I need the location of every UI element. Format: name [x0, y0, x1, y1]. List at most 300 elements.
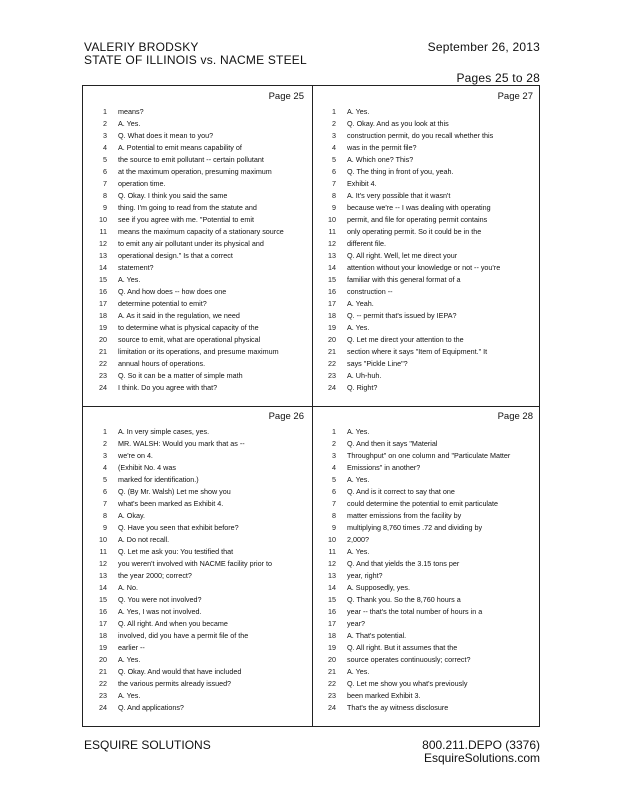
line-number: 12	[99, 559, 107, 568]
line-number: 18	[99, 631, 107, 640]
line-number: 23	[328, 691, 336, 700]
line-text: Q. What does it mean to you?	[118, 131, 214, 140]
transcript-line	[83, 106, 312, 118]
line-number: 12	[328, 239, 336, 248]
transcript-line	[83, 618, 312, 630]
line-number: 16	[328, 607, 336, 616]
line-number: 2	[103, 439, 107, 448]
transcript-line	[83, 190, 312, 202]
transcript-line	[83, 666, 312, 678]
line-number: 17	[328, 619, 336, 628]
transcript-line	[312, 426, 541, 438]
transcript-line	[83, 262, 312, 274]
transcript-line	[312, 310, 541, 322]
line-text: determine potential to emit?	[118, 299, 207, 308]
line-text: at the maximum operation, presuming maximum	[118, 167, 272, 176]
line-number: 1	[332, 107, 336, 116]
line-number: 12	[99, 239, 107, 248]
line-number: 4	[332, 143, 336, 152]
transcript-line	[312, 450, 541, 462]
line-text: Q. The thing in front of you, yeah.	[347, 167, 454, 176]
line-number: 13	[328, 251, 336, 260]
line-text: A. As it said in the regulation, we need	[118, 311, 240, 320]
transcript-line	[83, 558, 312, 570]
line-text: Q. And then it says "Material	[347, 439, 438, 448]
line-number: 3	[332, 131, 336, 140]
transcript-line	[312, 618, 541, 630]
line-number: 18	[328, 311, 336, 320]
line-text: (Exhibit No. 4 was	[118, 463, 176, 472]
transcript-line	[83, 310, 312, 322]
line-number: 24	[99, 383, 107, 392]
transcript-line	[312, 286, 541, 298]
transcript-line	[312, 370, 541, 382]
line-number: 14	[99, 583, 107, 592]
transcript-frame	[82, 85, 540, 727]
line-number: 19	[99, 643, 107, 652]
line-number: 10	[99, 535, 107, 544]
transcript-line	[312, 606, 541, 618]
transcript-line	[312, 510, 541, 522]
line-text: means the maximum capacity of a stationary source	[118, 227, 284, 236]
line-text: familiar with this general format of a	[347, 275, 461, 284]
line-number: 5	[332, 475, 336, 484]
line-number: 22	[328, 359, 336, 368]
line-number: 6	[332, 167, 336, 176]
line-text: says "Pickle Line"?	[347, 359, 408, 368]
line-text: only operating permit. So it could be in the	[347, 227, 482, 236]
transcript-line	[312, 202, 541, 214]
transcript-line	[83, 426, 312, 438]
transcript-line	[83, 238, 312, 250]
line-text: Q. Have you seen that exhibit before?	[118, 523, 239, 532]
transcript-line	[83, 474, 312, 486]
line-number: 6	[103, 167, 107, 176]
line-text: been marked Exhibit 3.	[347, 691, 421, 700]
line-text: source operates continuously; correct?	[347, 655, 471, 664]
line-text: source to emit, what are operational physical	[118, 335, 261, 344]
transcript-line	[312, 642, 541, 654]
line-text: marked for identification.)	[118, 475, 199, 484]
line-text: what's been marked as Exhibit 4.	[118, 499, 224, 508]
line-text: the source to emit pollutant -- certain pollutant	[118, 155, 264, 164]
transcript-line	[83, 226, 312, 238]
transcript-line	[312, 106, 541, 118]
line-number: 23	[99, 371, 107, 380]
transcript-page-25	[83, 86, 312, 406]
transcript-line	[83, 582, 312, 594]
line-text: statement?	[118, 263, 154, 272]
transcript-line	[83, 286, 312, 298]
line-text: construction --	[347, 287, 393, 296]
transcript-line	[83, 154, 312, 166]
line-text: was in the permit file?	[347, 143, 417, 152]
transcript-line	[83, 678, 312, 690]
transcript-line	[83, 370, 312, 382]
line-number: 24	[328, 703, 336, 712]
line-number: 18	[99, 311, 107, 320]
line-number: 6	[332, 487, 336, 496]
line-text: you weren't involved with NACME facility prior to	[118, 559, 272, 568]
transcript-line	[312, 322, 541, 334]
line-number: 19	[99, 323, 107, 332]
line-text: Q. Let me show you what's previously	[347, 679, 468, 688]
transcript-line	[312, 130, 541, 142]
line-number: 13	[328, 571, 336, 580]
line-text: involved, did you have a permit file of the	[118, 631, 249, 640]
line-number: 3	[103, 451, 107, 460]
transcript-page-28	[312, 406, 541, 726]
transcript-line	[83, 334, 312, 346]
line-text: A. Which one? This?	[347, 155, 414, 164]
line-text: because we're -- I was dealing with operating	[347, 203, 491, 212]
line-number: 21	[328, 667, 336, 676]
transcript-line	[312, 558, 541, 570]
line-text: Q. So it can be a matter of simple math	[118, 371, 243, 380]
line-text: Q. And that yields the 3.15 tons per	[347, 559, 460, 568]
line-number: 5	[103, 155, 107, 164]
line-text: year?	[347, 619, 365, 628]
transcript-line	[83, 274, 312, 286]
line-text: Q. Okay. I think you said the same	[118, 191, 228, 200]
line-number: 22	[99, 679, 107, 688]
line-number: 12	[328, 559, 336, 568]
transcript-line	[83, 702, 312, 714]
transcript-line	[312, 570, 541, 582]
line-number: 9	[332, 523, 336, 532]
transcript-line	[83, 654, 312, 666]
line-number: 21	[99, 667, 107, 676]
transcript-line	[83, 298, 312, 310]
line-number: 1	[103, 107, 107, 116]
transcript-line	[312, 462, 541, 474]
line-number: 7	[332, 179, 336, 188]
line-number: 10	[99, 215, 107, 224]
line-number: 9	[103, 203, 107, 212]
line-text: annual hours of operations.	[118, 359, 206, 368]
line-text: Q. (By Mr. Walsh) Let me show you	[118, 487, 231, 496]
line-text: to determine what is physical capacity of the	[118, 323, 259, 332]
line-number: 15	[328, 595, 336, 604]
line-number: 7	[103, 179, 107, 188]
line-number: 11	[328, 227, 336, 236]
line-number: 2	[332, 119, 336, 128]
transcript-line	[312, 334, 541, 346]
line-text: multiplying 8,760 times .72 and dividing by	[347, 523, 483, 532]
line-text: A. Yes.	[118, 655, 141, 664]
line-number: 9	[332, 203, 336, 212]
line-text: Q. Let me ask you: You testified that	[118, 547, 234, 556]
transcript-line	[312, 546, 541, 558]
line-text: A. Yes, I was not involved.	[118, 607, 202, 616]
transcript-line	[83, 438, 312, 450]
transcript-line	[312, 346, 541, 358]
line-text: could determine the potential to emit particulate	[347, 499, 499, 508]
line-number: 14	[99, 263, 107, 272]
line-number: 24	[99, 703, 107, 712]
witness-name: VALERIY BRODSKY	[84, 40, 199, 54]
line-number: 21	[99, 347, 107, 356]
line-text: MR. WALSH: Would you mark that as --	[118, 439, 245, 448]
page-title: Page 27	[497, 91, 533, 102]
page-title: Page 26	[268, 411, 304, 422]
line-text: the various permits already issued?	[118, 679, 232, 688]
transcript-line	[83, 358, 312, 370]
line-text: permit, and file for operating permit contains	[347, 215, 488, 224]
transcript-line	[312, 690, 541, 702]
line-number: 5	[332, 155, 336, 164]
line-number: 17	[328, 299, 336, 308]
line-text: see if you agree with me. "Potential to emit	[118, 215, 254, 224]
line-text: Q. All right. Well, let me direct your	[347, 251, 458, 260]
line-number: 23	[99, 691, 107, 700]
line-number: 20	[328, 335, 336, 344]
line-text: limitation or its operations, and presume maximum	[118, 347, 279, 356]
line-text: operation time.	[118, 179, 166, 188]
line-text: Q. -- permit that's issued by IEPA?	[347, 311, 457, 320]
line-number: 19	[328, 643, 336, 652]
line-number: 21	[328, 347, 336, 356]
line-text: A. Uh-huh.	[347, 371, 382, 380]
line-number: 1	[103, 427, 107, 436]
transcript-line	[312, 666, 541, 678]
transcript-line	[83, 594, 312, 606]
line-text: Q. Okay. And would that have included	[118, 667, 242, 676]
line-number: 11	[328, 547, 336, 556]
transcript-page-26	[83, 406, 312, 726]
line-text: Throughput" on one column and "Particulate Matter	[347, 451, 511, 460]
line-number: 17	[99, 299, 107, 308]
transcript-line	[83, 546, 312, 558]
line-text: A. It's very possible that it wasn't	[347, 191, 451, 200]
transcript-line	[83, 142, 312, 154]
transcript-line	[312, 274, 541, 286]
line-text: A. Yes.	[118, 119, 141, 128]
transcript-line	[312, 142, 541, 154]
transcript-line	[312, 438, 541, 450]
line-text: Emissions" in another?	[347, 463, 421, 472]
line-text: A. Yes.	[347, 107, 370, 116]
line-text: A. Yes.	[347, 547, 370, 556]
transcript-line	[312, 262, 541, 274]
line-number: 22	[328, 679, 336, 688]
line-number: 6	[103, 487, 107, 496]
line-text: A. That's potential.	[347, 631, 407, 640]
page-title: Page 28	[497, 411, 533, 422]
line-text: A. Yes.	[347, 475, 370, 484]
line-text: A. Yes.	[347, 667, 370, 676]
line-text: Q. And how does -- how does one	[118, 287, 227, 296]
transcript-line	[312, 534, 541, 546]
line-text: operational design." Is that a correct	[118, 251, 233, 260]
transcript-line	[83, 630, 312, 642]
line-text: A. Do not recall.	[118, 535, 170, 544]
transcript-line	[312, 298, 541, 310]
line-text: Q. All right. But it assumes that the	[347, 643, 458, 652]
line-number: 14	[328, 263, 336, 272]
line-number: 17	[99, 619, 107, 628]
transcript-line	[312, 238, 541, 250]
line-text: construction permit, do you recall whether this	[347, 131, 494, 140]
transcript-line	[83, 510, 312, 522]
transcript-line	[312, 382, 541, 394]
line-text: A. Yes.	[347, 427, 370, 436]
transcript-line	[312, 654, 541, 666]
line-text: Exhibit 4.	[347, 179, 377, 188]
line-number: 4	[332, 463, 336, 472]
line-number: 16	[99, 287, 107, 296]
transcript-line	[312, 226, 541, 238]
transcript-line	[83, 606, 312, 618]
line-number: 4	[103, 463, 107, 472]
phone-number: 800.211.DEPO (3376)	[422, 738, 540, 752]
transcript-line	[83, 570, 312, 582]
transcript-line	[83, 498, 312, 510]
line-number: 2	[103, 119, 107, 128]
transcript-line	[83, 486, 312, 498]
line-text: A. Potential to emit means capability of	[118, 143, 242, 152]
transcript-line	[312, 474, 541, 486]
transcript-line	[312, 250, 541, 262]
line-number: 20	[328, 655, 336, 664]
line-number: 10	[328, 215, 336, 224]
line-text: A. Yes.	[118, 275, 141, 284]
line-number: 7	[332, 499, 336, 508]
transcript-line	[83, 450, 312, 462]
page-range: Pages 25 to 28	[456, 71, 540, 85]
line-text: Q. Right?	[347, 383, 378, 392]
transcript-line	[312, 166, 541, 178]
line-text: A. No.	[118, 583, 138, 592]
transcript-line	[312, 154, 541, 166]
line-number: 20	[99, 335, 107, 344]
transcript-line	[83, 118, 312, 130]
line-text: section where it says "Item of Equipment." It	[347, 347, 488, 356]
transcript-line	[83, 130, 312, 142]
line-text: A. Supposedly, yes.	[347, 583, 410, 592]
line-number: 16	[99, 607, 107, 616]
line-text: Q. All right. And when you became	[118, 619, 228, 628]
transcript-line	[312, 214, 541, 226]
line-text: year -- that's the total number of hours in a	[347, 607, 483, 616]
transcript-line	[83, 462, 312, 474]
line-text: Q. You were not involved?	[118, 595, 202, 604]
website-link[interactable]: EsquireSolutions.com	[423, 751, 540, 765]
line-text: year, right?	[347, 571, 383, 580]
transcript-line	[83, 322, 312, 334]
company-name: ESQUIRE SOLUTIONS	[84, 738, 211, 752]
line-number: 8	[103, 511, 107, 520]
line-number: 16	[328, 287, 336, 296]
line-number: 5	[103, 475, 107, 484]
line-text: Q. Let me direct your attention to the	[347, 335, 464, 344]
line-text: Q. And is it correct to say that one	[347, 487, 455, 496]
transcript-line	[312, 498, 541, 510]
line-number: 7	[103, 499, 107, 508]
line-number: 23	[328, 371, 336, 380]
line-number: 13	[99, 251, 107, 260]
transcript-line	[83, 642, 312, 654]
line-text: I think. Do you agree with that?	[118, 383, 218, 392]
line-number: 4	[103, 143, 107, 152]
line-number: 2	[332, 439, 336, 448]
transcript-line	[83, 346, 312, 358]
transcript-line	[83, 382, 312, 394]
transcript-line	[312, 178, 541, 190]
transcript-line	[312, 582, 541, 594]
line-text: matter emissions from the facility by	[347, 511, 462, 520]
line-text: different file.	[347, 239, 387, 248]
transcript-line	[83, 690, 312, 702]
line-text: A. In very simple cases, yes.	[118, 427, 210, 436]
line-text: Q. And applications?	[118, 703, 184, 712]
line-number: 8	[103, 191, 107, 200]
line-text: A. Yeah.	[347, 299, 374, 308]
line-text: 2,000?	[347, 535, 369, 544]
transcript-line	[312, 522, 541, 534]
transcript-line	[83, 178, 312, 190]
line-text: That's the ay witness disclosure	[347, 703, 449, 712]
transcript-page-27	[312, 86, 541, 406]
line-text: we're on 4.	[118, 451, 153, 460]
line-number: 13	[99, 571, 107, 580]
line-text: to emit any air pollutant under its physical and	[118, 239, 264, 248]
transcript-line	[312, 190, 541, 202]
line-number: 20	[99, 655, 107, 664]
transcript-line	[312, 594, 541, 606]
line-number: 9	[103, 523, 107, 532]
line-number: 24	[328, 383, 336, 392]
line-number: 19	[328, 323, 336, 332]
line-number: 11	[99, 227, 107, 236]
line-number: 10	[328, 535, 336, 544]
line-number: 15	[99, 595, 107, 604]
line-text: Q. Okay. And as you look at this	[347, 119, 449, 128]
transcript-line	[312, 486, 541, 498]
line-text: the year 2000; correct?	[118, 571, 192, 580]
transcript-line	[312, 702, 541, 714]
transcript-line	[83, 166, 312, 178]
line-number: 18	[328, 631, 336, 640]
line-number: 3	[103, 131, 107, 140]
line-text: A. Yes.	[347, 323, 370, 332]
line-text: A. Yes.	[118, 691, 141, 700]
line-number: 3	[332, 451, 336, 460]
case-title: STATE OF ILLINOIS vs. NACME STEEL	[84, 53, 307, 67]
transcript-line	[312, 630, 541, 642]
transcript-line	[83, 214, 312, 226]
line-text: Q. Thank you. So the 8,760 hours a	[347, 595, 461, 604]
line-number: 15	[99, 275, 107, 284]
line-number: 8	[332, 511, 336, 520]
transcript-line	[83, 522, 312, 534]
transcript-line	[83, 202, 312, 214]
line-number: 1	[332, 427, 336, 436]
deposition-date: September 26, 2013	[427, 40, 540, 54]
transcript-line	[312, 358, 541, 370]
line-number: 15	[328, 275, 336, 284]
line-number: 8	[332, 191, 336, 200]
line-text: A. Okay.	[118, 511, 146, 520]
line-number: 11	[99, 547, 107, 556]
transcript-line	[312, 678, 541, 690]
line-number: 14	[328, 583, 336, 592]
line-number: 22	[99, 359, 107, 368]
transcript-line	[83, 250, 312, 262]
transcript-line	[312, 118, 541, 130]
line-text: thing. I'm going to read from the statute and	[118, 203, 257, 212]
line-text: earlier --	[118, 643, 145, 652]
